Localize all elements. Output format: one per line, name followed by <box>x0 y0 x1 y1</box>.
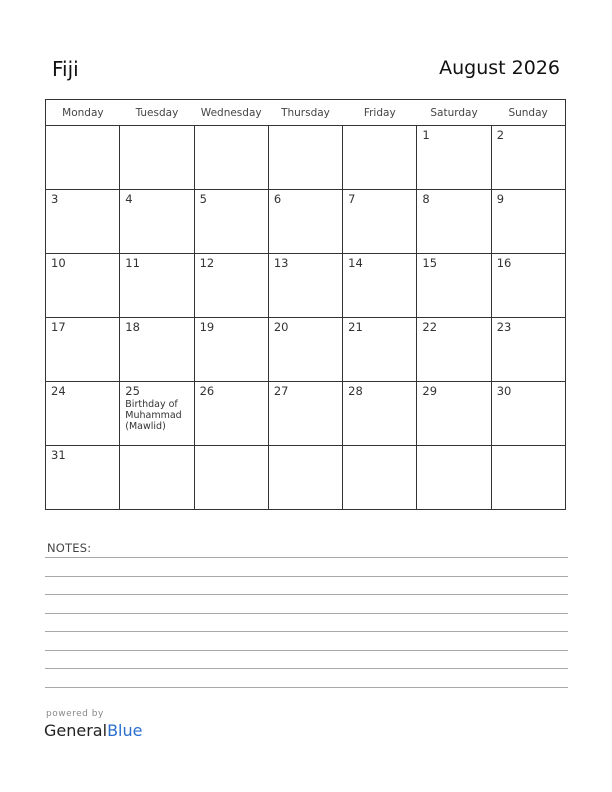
country-title: Fiji <box>52 57 79 81</box>
day-number: 6 <box>273 192 282 206</box>
day-cell <box>491 190 565 254</box>
brand-general: General <box>44 721 108 740</box>
weekday-header-row <box>46 100 566 126</box>
day-cell <box>343 446 417 510</box>
day-cell <box>343 318 417 382</box>
weekday-friday: Friday <box>343 100 417 126</box>
day-cell <box>194 126 268 190</box>
day-cell <box>46 382 120 446</box>
day-cell <box>120 446 194 510</box>
day-number: 25 <box>125 384 140 398</box>
week-row <box>46 190 566 254</box>
day-number: 15 <box>422 256 438 270</box>
day-number: 30 <box>496 384 512 398</box>
day-number: 26 <box>199 384 215 398</box>
note-line <box>45 631 568 632</box>
note-line <box>45 576 568 577</box>
day-cell <box>120 318 194 382</box>
calendar-grid <box>45 99 566 510</box>
day-number: 9 <box>496 192 505 206</box>
day-cell <box>417 126 491 190</box>
brand-blue: Blue <box>107 721 143 740</box>
day-number: 19 <box>199 320 215 334</box>
day-cell <box>194 254 268 318</box>
day-number: 12 <box>199 256 215 270</box>
day-number: 2 <box>496 128 505 142</box>
weekday-saturday: Saturday <box>417 100 491 126</box>
day-number: 28 <box>348 384 363 398</box>
powered-by-text: powered by <box>46 709 104 719</box>
day-cell <box>194 190 268 254</box>
week-row <box>46 446 566 510</box>
day-cell <box>343 382 417 446</box>
day-number: 16 <box>496 256 512 270</box>
day-cell <box>194 446 268 510</box>
note-line <box>45 557 568 558</box>
day-number: 20 <box>273 320 289 334</box>
notes-label: NOTES: <box>47 541 92 555</box>
day-cell <box>268 254 342 318</box>
day-cell <box>120 382 194 446</box>
day-number: 10 <box>51 256 66 270</box>
day-number: 18 <box>125 320 140 334</box>
day-cell <box>268 318 342 382</box>
day-number: 7 <box>348 192 356 206</box>
day-number: 8 <box>422 192 430 206</box>
day-cell <box>46 254 120 318</box>
day-cell <box>46 190 120 254</box>
day-number: 11 <box>125 256 140 270</box>
day-number: 31 <box>51 448 66 462</box>
week-row <box>46 126 566 190</box>
day-number: 24 <box>51 384 66 398</box>
day-cell <box>268 446 342 510</box>
day-cell <box>120 254 194 318</box>
brand-logo <box>44 721 142 740</box>
day-cell <box>491 318 565 382</box>
note-line <box>45 650 568 651</box>
note-line <box>45 594 568 595</box>
day-number: 17 <box>51 320 66 334</box>
note-line <box>45 613 568 614</box>
day-number: 23 <box>496 320 512 334</box>
day-cell <box>417 254 491 318</box>
day-cell <box>268 190 342 254</box>
day-cell <box>120 126 194 190</box>
day-cell <box>491 446 565 510</box>
day-cell <box>417 382 491 446</box>
weekday-thursday: Thursday <box>268 100 342 126</box>
day-number: 22 <box>422 320 438 334</box>
week-row <box>46 318 566 382</box>
day-number: 1 <box>422 128 430 142</box>
day-cell <box>343 126 417 190</box>
day-number: 4 <box>125 192 133 206</box>
day-cell <box>417 318 491 382</box>
day-cell <box>491 382 565 446</box>
day-number: 5 <box>199 192 207 206</box>
weekday-tuesday: Tuesday <box>120 100 194 126</box>
week-row <box>46 254 566 318</box>
note-line <box>45 687 568 688</box>
day-number: 29 <box>422 384 438 398</box>
weekday-monday: Monday <box>46 100 120 126</box>
day-cell <box>268 126 342 190</box>
day-number: 14 <box>348 256 363 270</box>
day-cell <box>194 318 268 382</box>
day-number: 3 <box>51 192 59 206</box>
week-row <box>46 382 566 446</box>
day-number: 13 <box>273 256 289 270</box>
calendar-body <box>46 126 566 510</box>
day-cell <box>417 190 491 254</box>
day-number: 27 <box>273 384 289 398</box>
day-cell <box>46 446 120 510</box>
day-number: 21 <box>348 320 363 334</box>
day-cell <box>343 254 417 318</box>
day-cell <box>46 126 120 190</box>
weekday-sunday: Sunday <box>491 100 565 126</box>
day-cell <box>343 190 417 254</box>
day-cell <box>194 382 268 446</box>
day-cell <box>268 382 342 446</box>
day-cell <box>417 446 491 510</box>
note-line <box>45 668 568 669</box>
weekday-wednesday: Wednesday <box>194 100 268 126</box>
month-year-title: August 2026 <box>439 57 560 79</box>
day-cell <box>491 126 565 190</box>
day-cell <box>46 318 120 382</box>
holiday-label: Birthday of Muhammad (Mawlid) <box>125 399 182 432</box>
day-cell <box>120 190 194 254</box>
day-cell <box>491 254 565 318</box>
